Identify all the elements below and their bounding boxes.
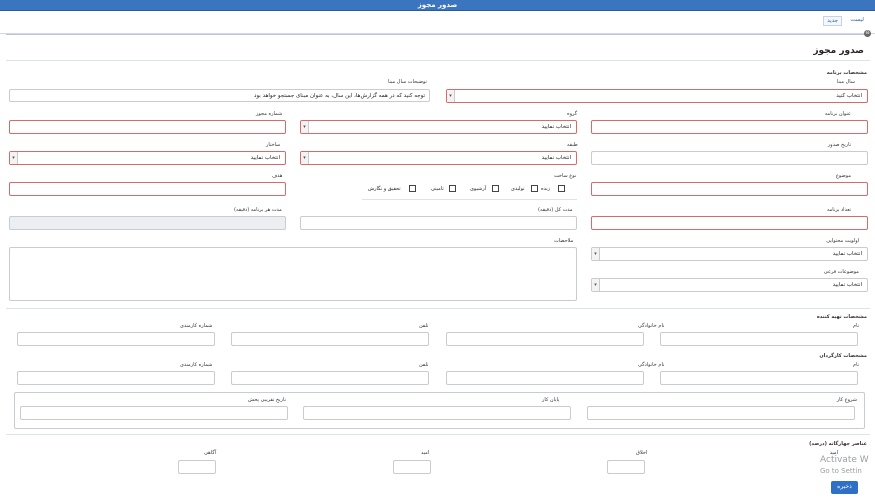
- producer-employee-no-label: شماره کارمندی: [180, 323, 213, 329]
- group-value: انتخاب نمایید: [541, 124, 571, 130]
- divider: [362, 199, 577, 200]
- category-label: طبقه: [567, 142, 578, 148]
- producer-phone-label: تلفن: [419, 323, 429, 329]
- work-end-label: پایان کار: [542, 397, 560, 403]
- base-year-label: سال مبنا: [836, 79, 855, 85]
- goal-label: هدف: [272, 173, 283, 179]
- section-producer-title: مشخصات تهیه کننده: [816, 314, 867, 320]
- structure-value: انتخاب نمایید: [250, 155, 280, 161]
- window-title: صدور مجوز: [417, 1, 458, 9]
- sub-topics-label: موضوعات فرعی: [823, 269, 859, 275]
- build-type-label-research: تحقیق و نگارش: [368, 186, 401, 192]
- director-last-name-input[interactable]: [446, 371, 644, 385]
- broadcast-date-input[interactable]: [20, 406, 288, 420]
- program-title-label: عنوان برنامه: [824, 111, 851, 117]
- program-title-input[interactable]: [591, 120, 868, 134]
- build-type-checkbox-supply[interactable]: [449, 185, 456, 192]
- build-type-checkbox-archive[interactable]: [492, 185, 499, 192]
- save-button[interactable]: ذخیره: [831, 481, 858, 494]
- issue-date-label: تاریخ صدور: [827, 142, 851, 148]
- page-title: صدور مجوز: [813, 46, 864, 56]
- build-type-checkbox-research[interactable]: [409, 185, 416, 192]
- element-awareness-label: آگاهی: [204, 450, 217, 456]
- each-duration-label: مدت هر برنامه (دقیقه): [234, 207, 282, 213]
- section-elements-title: عناصر چهارگانه (درصد): [809, 441, 867, 447]
- sub-topics-value: انتخاب نمایید: [832, 282, 862, 288]
- chevron-down-icon: ▾: [592, 279, 600, 291]
- program-count-input[interactable]: [591, 216, 868, 230]
- director-first-name-input[interactable]: [660, 371, 858, 385]
- total-duration-label: مدت کل (دقیقه): [538, 207, 573, 213]
- sub-topics-select[interactable]: [591, 278, 868, 292]
- chevron-down-icon: ▾: [592, 248, 600, 260]
- category-select[interactable]: [300, 151, 577, 165]
- chevron-down-icon: ▾: [447, 90, 455, 102]
- producer-phone-input[interactable]: [231, 332, 429, 346]
- group-select[interactable]: [300, 120, 577, 134]
- element-ethics-input[interactable]: [607, 460, 645, 474]
- build-type-checkbox-produced[interactable]: [531, 185, 538, 192]
- divider: [6, 34, 870, 35]
- each-duration-input: [9, 216, 286, 230]
- remarks-textarea[interactable]: [9, 247, 577, 301]
- work-end-input[interactable]: [303, 406, 571, 420]
- director-phone-label: تلفن: [419, 362, 429, 368]
- base-year-value: انتخاب کنید: [836, 93, 862, 99]
- section-program-title: مشخصات برنامه: [826, 70, 867, 76]
- chevron-down-icon: ▾: [301, 152, 309, 164]
- collapse-icon[interactable]: ⊖: [865, 30, 870, 36]
- content-priority-value: انتخاب نمایید: [832, 251, 862, 257]
- permit-number-input[interactable]: [9, 120, 286, 134]
- section-director-title: مشخصات کارگردان: [819, 353, 867, 359]
- tab-bar: [0, 11, 875, 34]
- element-ethics-label: اخلاق: [636, 450, 648, 456]
- total-duration-input[interactable]: [300, 216, 577, 230]
- permit-number-label: شماره مجوز: [256, 111, 283, 117]
- remarks-label: ملاحضات: [554, 238, 574, 244]
- element-hope-label: امید: [421, 450, 430, 456]
- director-first-name-label: نام: [852, 362, 859, 368]
- director-last-name-label: نام خانوادگی: [638, 362, 665, 368]
- watermark-line1: Activate W: [820, 455, 869, 465]
- divider: [6, 434, 870, 435]
- goal-input[interactable]: [9, 182, 286, 196]
- build-type-checkbox-live[interactable]: [558, 185, 565, 192]
- structure-label: ساختار: [266, 142, 281, 148]
- producer-first-name-label: نام: [852, 323, 859, 329]
- content-priority-select[interactable]: [591, 247, 868, 261]
- tab-list[interactable]: لیست: [850, 17, 864, 23]
- director-employee-no-label: شماره کارمندی: [180, 362, 213, 368]
- chevron-down-icon: ▾: [10, 152, 18, 164]
- broadcast-date-label: تاریخ تقریبی پخش: [248, 397, 286, 403]
- producer-employee-no-input[interactable]: [17, 332, 215, 346]
- divider: [6, 308, 870, 309]
- element-hope-label-right: امید: [829, 450, 838, 456]
- director-phone-input[interactable]: [231, 371, 429, 385]
- program-count-label: تعداد برنامه: [826, 207, 851, 213]
- content-priority-label: اولویت محتوایی: [826, 238, 859, 244]
- build-type-label-produced: تولیدی: [511, 186, 525, 192]
- element-awareness-input[interactable]: [178, 460, 216, 474]
- group-label: گروه: [567, 111, 578, 117]
- base-year-desc: توجه کنید که در همه گزارش‌ها، این سال، به عنوان مبنای جستجو خواهد بود: [9, 89, 430, 102]
- build-type-label-supply: تامینی: [431, 186, 444, 192]
- build-type-label-archive: آرشیوی: [470, 186, 486, 192]
- build-type-label-live: زنده: [541, 186, 551, 192]
- category-value: انتخاب نمایید: [541, 155, 571, 161]
- divider: [6, 60, 870, 61]
- base-year-select[interactable]: [446, 89, 868, 103]
- work-start-label: شروع کار: [836, 397, 857, 403]
- subject-label: موضوع: [835, 173, 851, 179]
- watermark-line2: Go to Settin: [820, 467, 862, 475]
- director-employee-no-input[interactable]: [17, 371, 215, 385]
- work-start-input[interactable]: [587, 406, 855, 420]
- structure-select[interactable]: [9, 151, 286, 165]
- base-year-desc-label: توضیحات سال مبنا: [388, 79, 427, 85]
- title-bar: [0, 0, 875, 11]
- subject-input[interactable]: [591, 182, 868, 196]
- chevron-down-icon: ▾: [301, 121, 309, 133]
- build-type-label: نوع ساخت: [554, 173, 577, 179]
- issue-date-input[interactable]: [591, 151, 868, 165]
- producer-last-name-input[interactable]: [446, 332, 644, 346]
- producer-last-name-label: نام خانوادگی: [638, 323, 665, 329]
- producer-first-name-input[interactable]: [660, 332, 858, 346]
- element-hope-input[interactable]: [393, 460, 431, 474]
- tab-new[interactable]: جدید: [823, 16, 842, 26]
